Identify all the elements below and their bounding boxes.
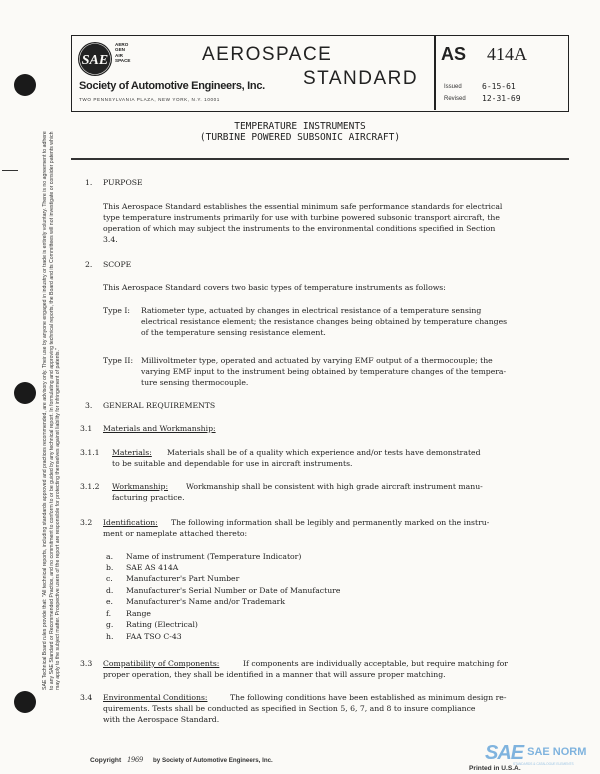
s311-body-line: to be suitable and dependable for use in aircraft instruments. xyxy=(112,459,353,468)
s311-body-line: Materials shall be of a quality which experience and/or tests have demonstrated xyxy=(167,448,481,457)
type1-line: electrical resistance element; the resistance changes being obtained by temperature changes xyxy=(141,317,508,326)
s31-heading: Materials and Workmanship: xyxy=(103,424,216,433)
sae-logo-lines xyxy=(115,42,131,64)
list-item: FAA TSO C-43 xyxy=(126,632,182,641)
s1-body-line: type temperature instruments primarily for use with turbine powered subsonic transport aircraft, the xyxy=(103,213,500,222)
copyright-year: 1969 xyxy=(127,755,143,764)
watermark-subtext: STANDARDS & CATALOGUE ELEMENTS xyxy=(513,762,574,766)
s34-body-line: with the Aerospace Standard. xyxy=(103,715,220,724)
s1-body-line: operation of which may subject the instruments to the environmental conditions specified in Section xyxy=(103,224,496,233)
watermark xyxy=(485,742,586,766)
side-notice xyxy=(38,130,62,690)
type2-line: ture sensing thermocouple. xyxy=(141,378,249,387)
list-letter: b. xyxy=(106,563,114,572)
org-address: TWO PENNSYLVANIA PLAZA, NEW YORK, N.Y. 10001 xyxy=(79,97,220,102)
s312-heading: Workmanship: xyxy=(112,482,169,491)
printed-in: Printed in U.S.A. xyxy=(469,765,521,772)
s32-number: 3.2 xyxy=(80,518,93,527)
type2-line: varying EMF input to the instrument being obtained by temperature changes of the tempera- xyxy=(141,367,507,376)
s2-number: 2. xyxy=(85,260,93,269)
s33-number: 3.3 xyxy=(80,659,93,668)
header-box xyxy=(71,35,569,112)
s312-body-line: facturing practice. xyxy=(112,493,185,502)
logo-line: SPACE xyxy=(115,58,131,64)
doc-prefix: AS xyxy=(441,44,467,64)
s33-heading: Compatibility of Components: xyxy=(103,659,220,668)
type1-label: Type I: xyxy=(103,306,131,315)
org-name: Society of Automotive Engineers, Inc. xyxy=(79,80,265,92)
type1-line: of the temperature sensing resistance element. xyxy=(141,328,326,337)
s3-number: 3. xyxy=(85,401,93,410)
revised-label: Revised xyxy=(444,96,466,102)
s1-heading: PURPOSE xyxy=(103,178,143,187)
list-letter: a. xyxy=(106,552,114,561)
doc-number: 414A xyxy=(487,44,527,64)
list-letter: d. xyxy=(106,586,114,595)
svg-text:SAE: SAE xyxy=(81,53,109,68)
s1-number: 1. xyxy=(85,178,93,187)
s311-heading: Materials: xyxy=(112,448,152,457)
s31-number: 3.1 xyxy=(80,424,93,433)
s311-number: 3.1.1 xyxy=(80,448,100,457)
list-item: Manufacturer's Name and/or Trademark xyxy=(126,597,285,606)
s32-body-line: ment or nameplate attached thereto: xyxy=(103,529,248,538)
header-title-line1: AEROSPACE xyxy=(202,44,333,65)
s2-heading: SCOPE xyxy=(103,260,132,269)
binder-hole-bottom xyxy=(14,691,36,713)
logo-line: AIR xyxy=(115,52,123,58)
logo-line: GEN xyxy=(115,47,125,53)
s32-body-line: The following information shall be legibly and permanently marked on the instru- xyxy=(171,518,490,527)
list-item: Name of instrument (Temperature Indicator) xyxy=(126,552,302,561)
s33-body-line: If components are individually acceptable, but require matching for xyxy=(243,659,508,668)
s34-heading: Environmental Conditions: xyxy=(103,693,208,702)
binder-hole-top xyxy=(14,74,36,96)
list-item: Range xyxy=(126,609,151,618)
list-item: Manufacturer's Serial Number or Date of Manufacture xyxy=(126,586,341,595)
s1-body-line: 3.4. xyxy=(103,235,118,244)
s2-intro: This Aerospace Standard covers two basic types of temperature instruments as follows: xyxy=(103,283,446,292)
title-rule xyxy=(71,158,569,160)
margin-tick xyxy=(2,170,18,171)
type2-line: Millivoltmeter type, operated and actuated by varying EMF output of a thermocouple; the xyxy=(141,356,493,365)
s3-heading: GENERAL REQUIREMENTS xyxy=(103,401,216,410)
watermark-logo: SAE xyxy=(485,742,524,764)
issued-label: Issued xyxy=(444,84,462,90)
doc-title-line1: TEMPERATURE INSTRUMENTS xyxy=(234,121,366,132)
s34-body-line: quirements. Tests shall be conducted as specified in Section 5, 6, 7, and 8 to insure compliance xyxy=(103,704,476,713)
s34-body-line: The following conditions have been established as minimum design re- xyxy=(230,693,507,702)
list-item: SAE AS 414A xyxy=(126,563,179,572)
list-letter: g. xyxy=(106,620,114,629)
revised-date: 12-31-69 xyxy=(482,94,521,103)
list-item: Manufacturer's Part Number xyxy=(126,574,240,583)
list-item: Rating (Electrical) xyxy=(126,620,198,629)
doc-title-line2: (TURBINE POWERED SUBSONIC AIRCRAFT) xyxy=(199,132,401,143)
side-notice-text: SAE Technical Board rules provide that: "All technical reports, including standards approved and practices recommended, are advisory only. Their use by anyone engaged in industry or trade is entirely voluntary. There is no agreement to adhere to any SAE Standard or Recommended Practice, and no commitment to conform to or be guided by any technical report. In formulating and approving technical reports, the Board and its Committees will not investigate or consider patents which may apply to the subject matter. Prospective users of the report are responsible for protecting themselves against liability for infringement of patents." xyxy=(42,131,62,690)
copyright-org: by Society of Automotive Engineers, Inc. xyxy=(153,757,273,764)
issued-date: 6-15-61 xyxy=(482,82,516,91)
list-letter: e. xyxy=(106,597,113,606)
logo-line: AERO xyxy=(115,42,129,47)
list-letter: c. xyxy=(106,574,113,583)
binder-hole-middle xyxy=(14,382,36,404)
list-letter: f. xyxy=(106,609,112,618)
s33-body-line: proper operation, they shall be identified in a manner that will assure proper matching. xyxy=(103,670,446,679)
list-letter: h. xyxy=(106,632,114,641)
watermark-text: SAE NORM xyxy=(527,746,587,758)
s32-heading: Identification: xyxy=(103,518,158,527)
header-title-line2: STANDARD xyxy=(303,68,419,89)
header-divider xyxy=(434,36,436,110)
copyright-word: Copyright xyxy=(90,757,122,764)
type2-label: Type II: xyxy=(103,356,134,365)
s312-body-line: Workmanship shall be consistent with high grade aircraft instrument manu- xyxy=(186,482,483,491)
type1-line: Ratiometer type, actuated by changes in electrical resistance of a temperature sensing xyxy=(141,306,482,315)
s312-number: 3.1.2 xyxy=(80,482,100,491)
s1-body-line: This Aerospace Standard establishes the essential minimum safe performance standards for electrical xyxy=(103,202,503,211)
s34-number: 3.4 xyxy=(80,693,93,702)
